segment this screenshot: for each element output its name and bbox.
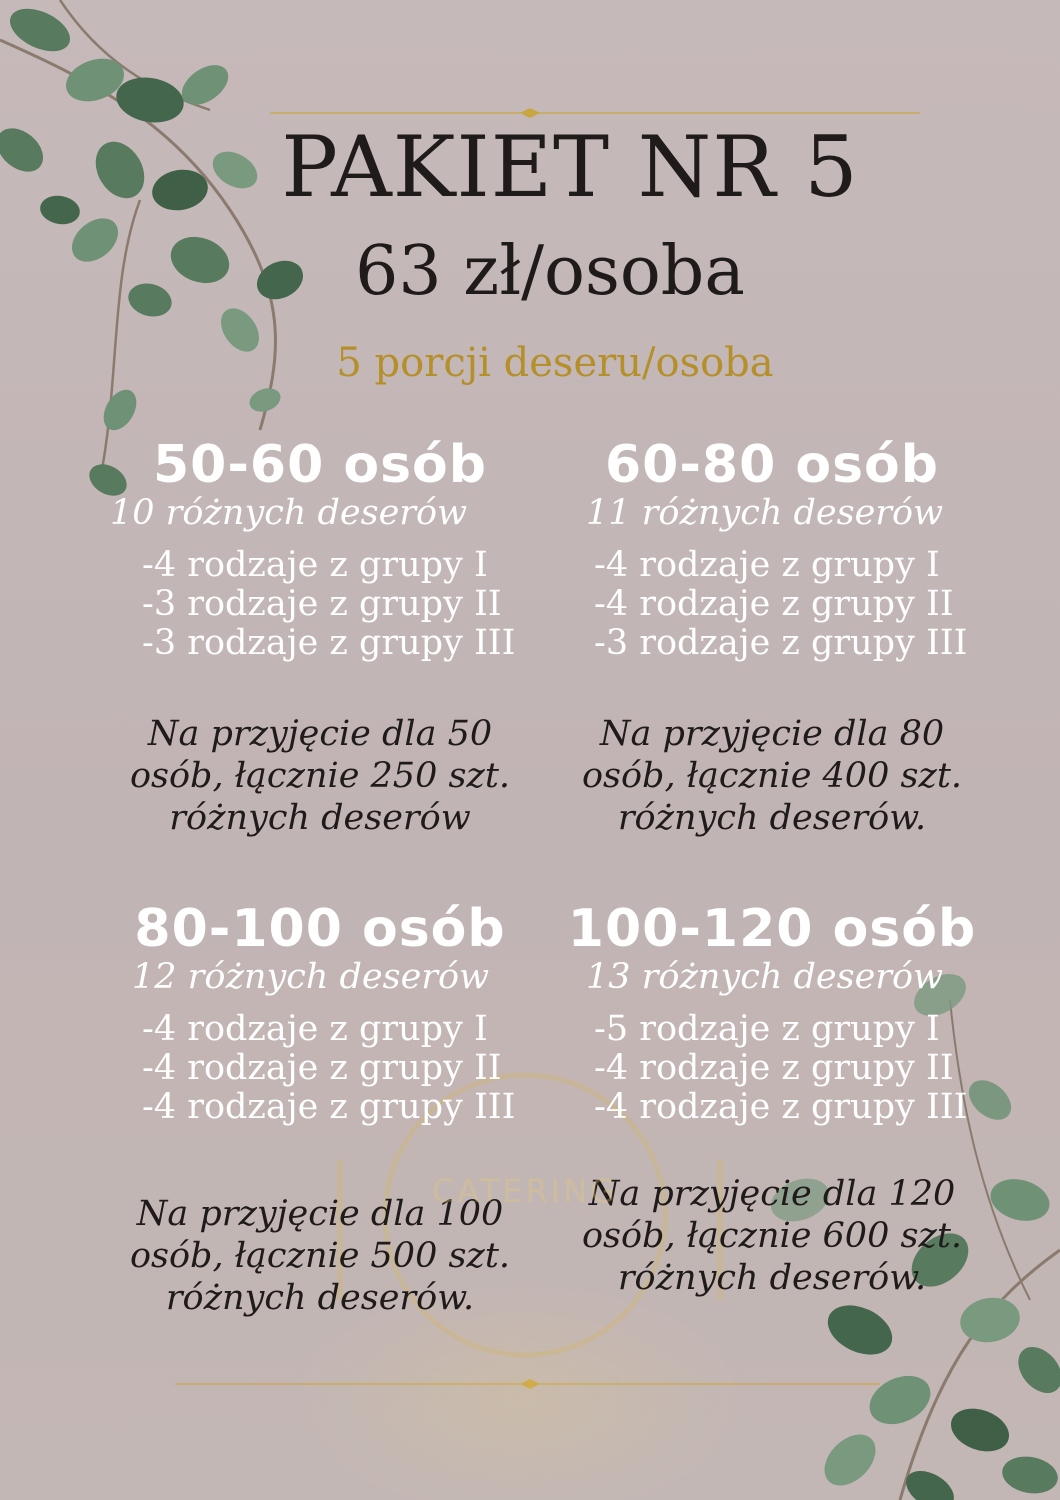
list-item: -4 rodzaje z grupy II (594, 1048, 954, 1088)
top-gold-divider (270, 108, 920, 118)
package-card-50-60 (80, 434, 560, 839)
dessert-variety-count: 12 różnych deserów (132, 957, 490, 997)
guest-range-heading: 100-120 osób (567, 899, 977, 959)
list-item: -4 rodzaje z grupy II (142, 1048, 502, 1088)
group-list (532, 1010, 1012, 1127)
note-line: różnych deserów (169, 798, 471, 838)
portions-subtitle: 5 porcji deseru/osoba (336, 340, 774, 386)
note-line: osób, łącznie 400 szt. (581, 756, 963, 796)
note-line: Na przyjęcie dla 80 (599, 714, 945, 754)
catering-watermark-text: CATERING (432, 1172, 618, 1210)
note-line: osób, łącznie 600 szt. (581, 1216, 963, 1256)
list-item: -4 rodzaje z grupy I (142, 545, 488, 585)
note-line: osób, łącznie 250 szt. (129, 756, 511, 796)
price-per-person: 63 zł/osoba (355, 232, 745, 311)
package-summary-note (80, 713, 560, 839)
list-item: -5 rodzaje z grupy I (594, 1009, 940, 1049)
dessert-variety-count: 10 różnych deserów (110, 493, 468, 533)
package-card-80-100 (80, 898, 560, 1319)
package-summary-note (80, 1193, 560, 1319)
note-line: różnych deserów. (165, 1278, 475, 1318)
note-line: Na przyjęcie dla 120 (588, 1174, 956, 1214)
group-list (532, 546, 1012, 663)
list-item: -3 rodzaje z grupy III (594, 623, 968, 663)
list-item: -3 rodzaje z grupy II (142, 584, 502, 624)
dessert-variety-count: 13 różnych deserów (586, 957, 944, 997)
list-item: -4 rodzaje z grupy II (594, 584, 954, 624)
note-line: Na przyjęcie dla 100 (136, 1194, 504, 1234)
list-item: -4 rodzaje z grupy I (142, 1009, 488, 1049)
package-summary-note (532, 713, 1012, 839)
note-line: osób, łącznie 500 szt. (129, 1236, 511, 1276)
dessert-variety-count: 11 różnych deserów (586, 493, 944, 533)
note-line: różnych deserów. (617, 798, 927, 838)
guest-range-heading: 80-100 osób (134, 899, 506, 959)
list-item: -4 rodzaje z grupy III (142, 1087, 516, 1127)
list-item: -4 rodzaje z grupy III (594, 1087, 968, 1127)
guest-range-heading: 60-80 osób (604, 435, 940, 495)
note-line: różnych deserów. (617, 1258, 927, 1298)
package-card-100-120 (532, 898, 1012, 1299)
guest-range-heading: 50-60 osób (152, 435, 488, 495)
package-title: PAKIET NR 5 (281, 118, 859, 216)
list-item: -3 rodzaje z grupy III (142, 623, 516, 663)
note-line: Na przyjęcie dla 50 (147, 714, 493, 754)
group-list (80, 1010, 560, 1127)
group-list (80, 546, 560, 663)
list-item: -4 rodzaje z grupy I (594, 545, 940, 585)
package-card-60-80 (532, 434, 1012, 839)
